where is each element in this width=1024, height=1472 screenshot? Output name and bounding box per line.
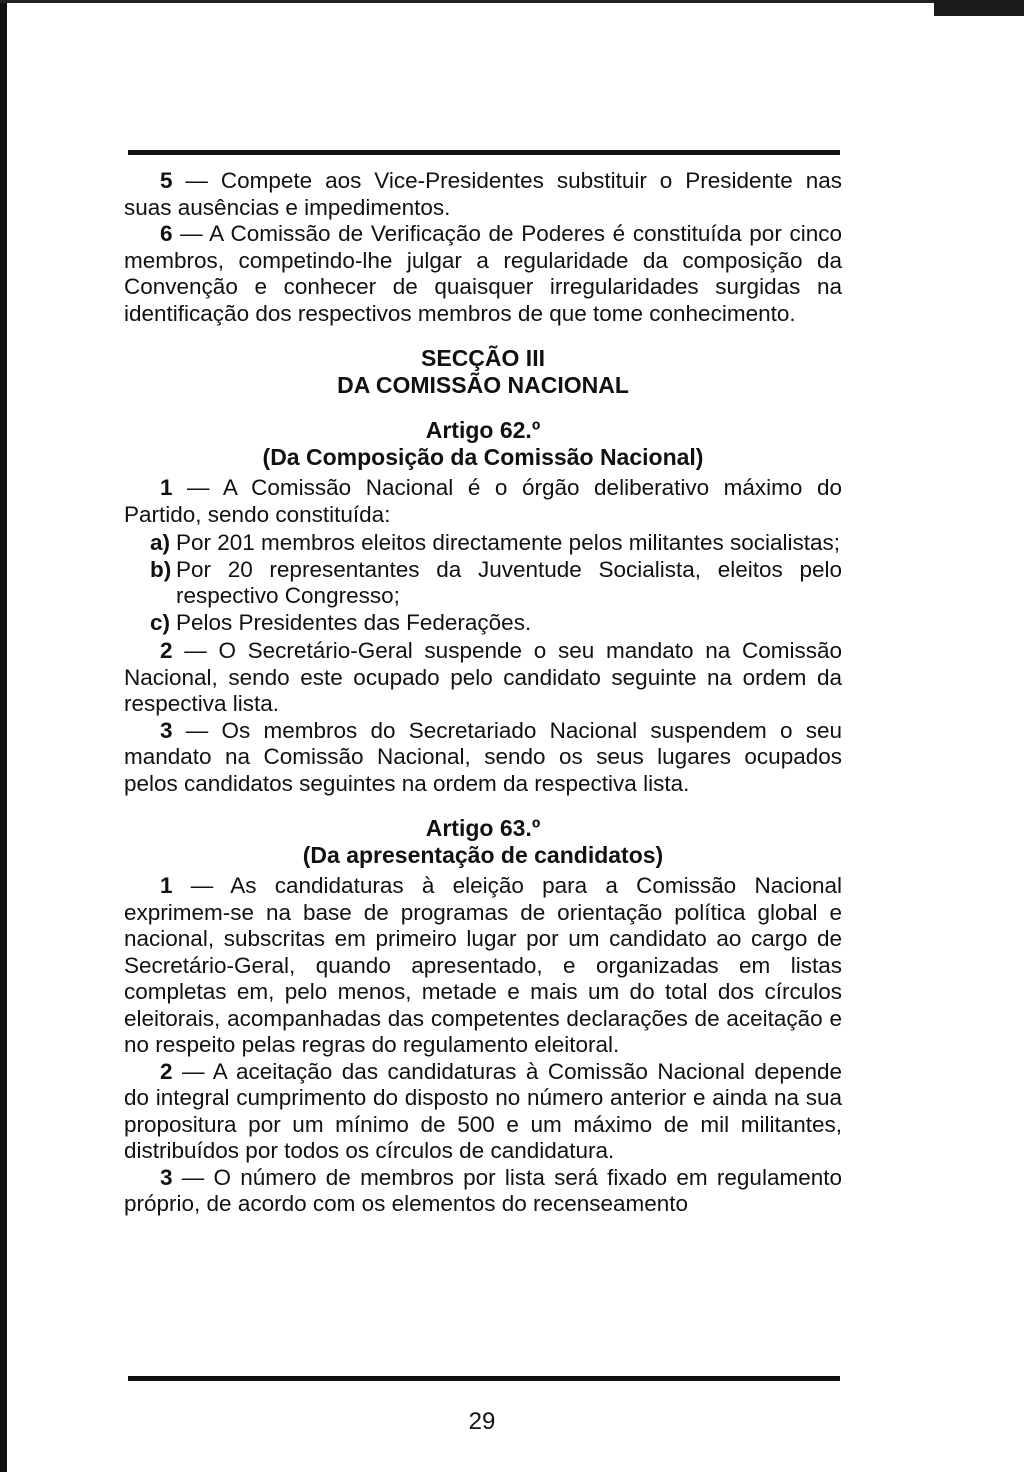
section-title: SECÇÃO III bbox=[421, 345, 545, 371]
paragraph-number: 2 bbox=[160, 638, 173, 663]
paragraph-text: — Compete aos Vice-Presidentes substituir o Presidente nas suas ausências e impedimentos. bbox=[124, 168, 842, 220]
paragraph-text: — A Comissão de Verificação de Poderes é constituída por cinco membros, competindo-lhe julgar a regularidade da composição da Convenção e conhecer de quaisquer irregularidades surgidas na identificação dos respectivos membros de que tome conhecimento. bbox=[124, 221, 842, 326]
paragraph-text: — O Secretário-Geral suspende o seu mandato na Comissão Nacional, sendo este ocupado pelo candidato seguinte na ordem da respectiva lista. bbox=[124, 638, 842, 716]
article-63-heading bbox=[124, 815, 842, 869]
list-item bbox=[150, 557, 842, 610]
article-62-list bbox=[150, 530, 842, 636]
paragraph-5 bbox=[124, 168, 842, 221]
article-subtitle: (Da apresentação de candidatos) bbox=[302, 842, 664, 868]
article-63-paragraph-1 bbox=[124, 873, 842, 1059]
scan-corner-mark bbox=[934, 0, 1024, 16]
section-subtitle: DA COMISSÃO NACIONAL bbox=[337, 372, 629, 398]
article-subtitle: (Da Composição da Comissão Nacional) bbox=[262, 444, 704, 470]
page-body bbox=[124, 168, 842, 1218]
article-62-paragraph-1 bbox=[124, 475, 842, 528]
bottom-rule bbox=[128, 1376, 840, 1381]
paragraph-number: 1 bbox=[160, 475, 173, 500]
article-title: Artigo 62.º bbox=[425, 417, 541, 443]
paragraph-text: — As candidaturas à eleição para a Comissão Nacional exprimem-se na base de programas de orientação política global e nacional, subscritas em primeiro lugar por um candidato ao cargo de Secretário-Geral, quando apresentado, e organizadas em listas completas em, pelo menos, metade e mais um do total dos círculos eleitorais, acompanhadas das competentes declarações de aceitação e no respeito pelas regras do regulamento eleitoral. bbox=[124, 873, 842, 1057]
list-item-text: Por 20 representantes da Juventude Socialista, eleitos pelo respectivo Congresso; bbox=[176, 556, 842, 608]
article-title: Artigo 63.º bbox=[425, 815, 541, 841]
list-item bbox=[150, 530, 842, 557]
paragraph-number: 6 bbox=[160, 221, 173, 246]
paragraph-number: 2 bbox=[160, 1058, 173, 1084]
list-item-label: b) bbox=[150, 556, 172, 582]
section-heading bbox=[124, 345, 842, 399]
paragraph-number: 5 bbox=[160, 168, 173, 193]
scan-border-top bbox=[0, 0, 1024, 3]
article-62-heading bbox=[124, 417, 842, 471]
article-62-paragraph-3 bbox=[124, 718, 842, 798]
list-item bbox=[150, 610, 842, 637]
paragraph-text: — A aceitação das candidaturas à Comissão Nacional depende do integral cumprimento do disposto no número anterior e ainda na sua propositura por um mínimo de 500 e um máximo de mil militantes, distribuídos por todos os círculos de candidatura. bbox=[124, 1058, 842, 1163]
paragraph-number: 3 bbox=[160, 717, 173, 743]
paragraph-text: — O número de membros por lista será fixado em regulamento próprio, de acordo com os elementos do recenseamento bbox=[124, 1164, 842, 1216]
list-item-text: Pelos Presidentes das Federações. bbox=[176, 609, 532, 635]
paragraph-text: — Os membros do Secretariado Nacional suspendem o seu mandato na Comissão Nacional, sendo os seus lugares ocupados pelos candidatos seguintes na ordem da respectiva lista. bbox=[124, 717, 842, 796]
list-item-label: a) bbox=[150, 530, 171, 555]
article-63-paragraph-3 bbox=[124, 1165, 842, 1218]
list-item-label: c) bbox=[150, 609, 171, 635]
paragraph-number: 1 bbox=[160, 873, 173, 898]
paragraph-number: 3 bbox=[160, 1164, 173, 1190]
article-63-paragraph-2 bbox=[124, 1059, 842, 1165]
page-number: 29 bbox=[468, 1408, 496, 1435]
list-item-text: Por 201 membros eleitos directamente pelos militantes socialistas; bbox=[176, 530, 841, 555]
paragraph-6 bbox=[124, 221, 842, 327]
top-rule bbox=[128, 150, 840, 155]
scan-border-left bbox=[0, 0, 7, 1472]
paragraph-text: — A Comissão Nacional é o órgão deliberativo máximo do Partido, sendo constituída: bbox=[124, 475, 842, 527]
article-62-paragraph-2 bbox=[124, 638, 842, 718]
